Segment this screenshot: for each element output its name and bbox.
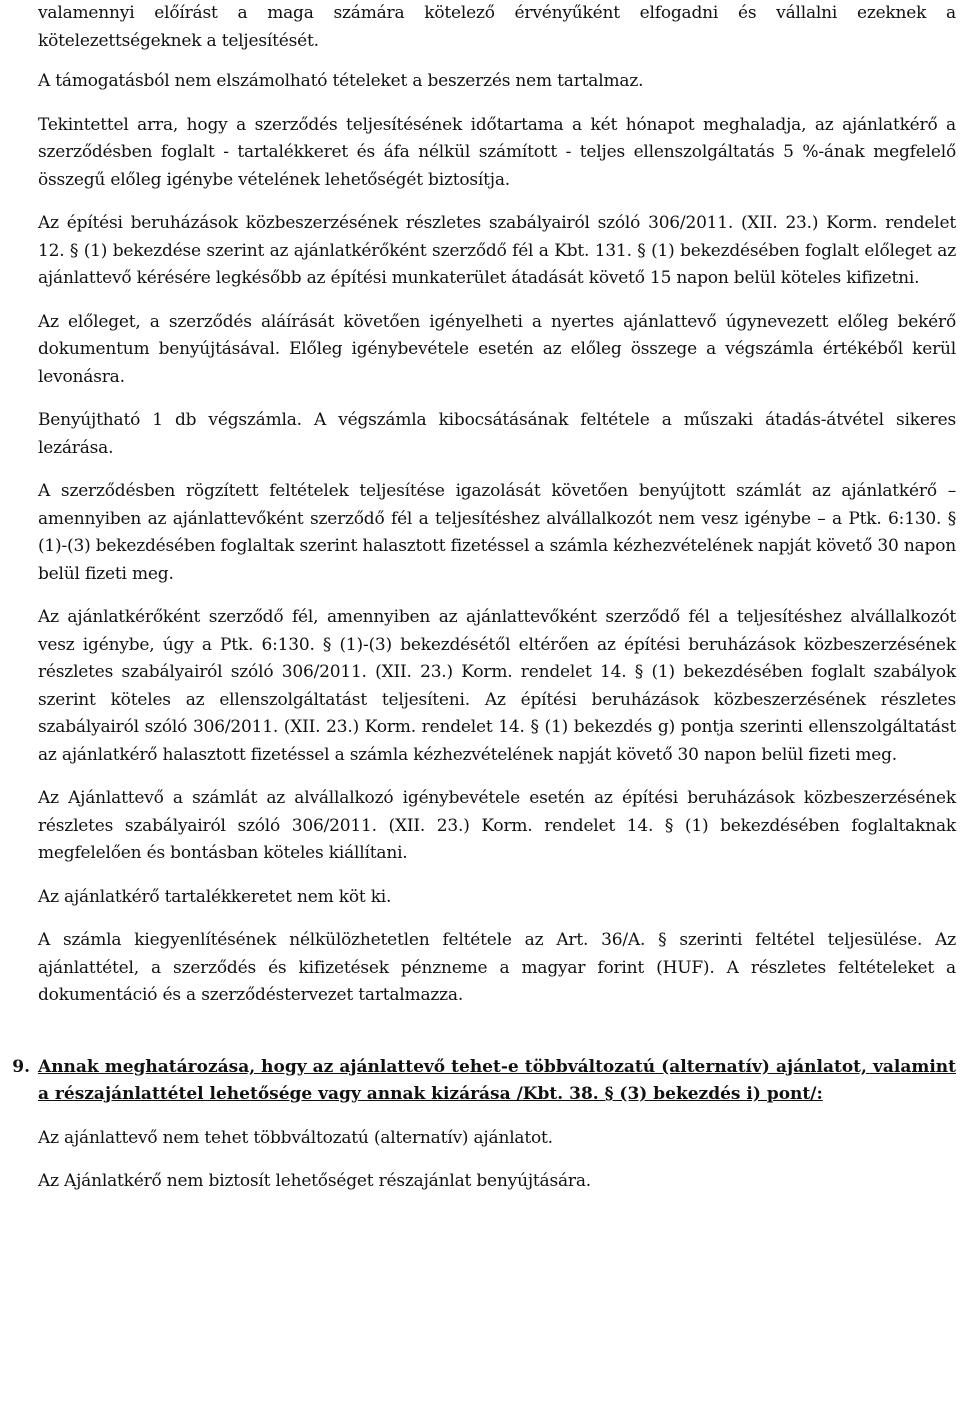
section-number: 9. (12, 1056, 30, 1077)
paragraph-obligations: valamennyi előírást a maga számára kötelező érvényűként elfogadni és vállalni ezeknek a kötelezettségeknek a teljesítését. (38, 3, 956, 51)
paragraph-advance-request: Az előleget, a szerződés aláírását követően igényelheti a nyertes ajánlattevő úgynevezett előleg bekérő dokumentum benyújtásával. Előleg igénybevétele esetén az előleg összege a végszámla értékéből kerül levonásra. (38, 311, 956, 387)
paragraph-final-invoice: Benyújtható 1 db végszámla. A végszámla kibocsátásának feltétele a műszaki átadás-átvétel sikeres lezárása. (38, 410, 956, 458)
section-title: Annak meghatározása, hogy az ajánlattevő tehet-e többváltozatú (alternatív) ajánlatot, valamint a részajánlattétel lehetősége vagy annak kizárása /Kbt. 38. § (3) bekezdés i) pont/: (38, 1056, 956, 1104)
paragraph-advance-option: Tekintettel arra, hogy a szerződés teljesítésének időtartama a két hónapot meghaladja, az ajánlatkérő a szerződésben foglalt - tartalékkeret és áfa nélkül számított - teljes ellenszolgáltatás 5 %-ának megfelelő összegű előleg igénybe vételének lehetőségét biztosítja. (38, 114, 956, 190)
paragraph-support: A támogatásból nem elszámolható tételeket a beszerzés nem tartalmaz. (38, 71, 644, 91)
paragraph-currency: A számla kiegyenlítésének nélkülözhetetlen feltétele az Art. 36/A. § szerinti feltétel teljesülése. Az ajánlattétel, a szerződés és kifizetések pénzneme a magyar forint (HUF). A részletes feltételeket a dokumentáció és a szerződéstervezet tartalmazza. (38, 930, 956, 1005)
paragraph-advance-regulation: Az építési beruházások közbeszerzésének részletes szabályairól szóló 306/2011. (XII. 23.) Korm. rendelet 12. § (1) bekezdése szerint az ajánlatkérőként szerződő fél a Kbt. 131. § (1) bekezdésében foglalt előleget az ajánlattevő kérésére legkésőbb az építési munkaterület átadását követő 15 napon belül köteles kifizetni. (38, 213, 956, 288)
paragraph-partial-offer: Az Ajánlatkérő nem biztosít lehetőséget részajánlat benyújtására. (38, 1171, 591, 1191)
paragraph-alternative-offer: Az ajánlattevő nem tehet többváltozatú (alternatív) ajánlatot. (38, 1127, 553, 1148)
document-page (12, 0, 956, 1196)
paragraph-invoice-breakdown: Az Ajánlattevő a számlát az alvállalkozó igénybevétele esetén az építési beruházások közbeszerzésének részletes szabályairól szóló 306/2011. (XII. 23.) Korm. rendelet 14. § (1) bekezdésében foglaltaknak megfelelően és bontásban köteles kiállítani. (38, 788, 956, 863)
paragraph-subcontractor-payment: Az ajánlatkérőként szerződő fél, amennyiben az ajánlattevőként szerződő fél a teljesítéshez alvállalkozót vesz igénybe, úgy a Ptk. 6:130. § (1)-(3) bekezdésétől eltérően az építési beruházások közbeszerzésének részletes szabályairól szóló 306/2011. (XII. 23.) Korm. rendelet 14. § (1) bekezdésében foglalt szabályok szerint köteles az ellenszolgáltatást teljesíteni. Az építési beruházások közbeszerzésének részletes szabályairól szóló 306/2011. (XII. 23.) Korm. rendelet 14. § (1) bekezdés g) pontja szerinti ellenszolgáltatást az ajánlatkérő halasztott fizetéssel a számla kézhezvételének napját követő 30 napon belül fizeti meg. (38, 607, 956, 765)
paragraph-payment-terms: A szerződésben rögzített feltételek teljesítése igazolását követően benyújtott számlát az ajánlatkérő – amennyiben az ajánlattevőként szerződő fél a teljesítéshez alvállalkozót nem vesz igénybe – a Ptk. 6:130. § (1)-(3) bekezdésében foglaltak szerint halasztott fizetéssel a számla kézhezvételének napját követő 30 napon belül fizeti meg. (38, 481, 956, 584)
paragraph-reserve: Az ajánlatkérő tartalékkeretet nem köt ki. (38, 886, 392, 907)
section-9-heading (12, 1054, 956, 1109)
